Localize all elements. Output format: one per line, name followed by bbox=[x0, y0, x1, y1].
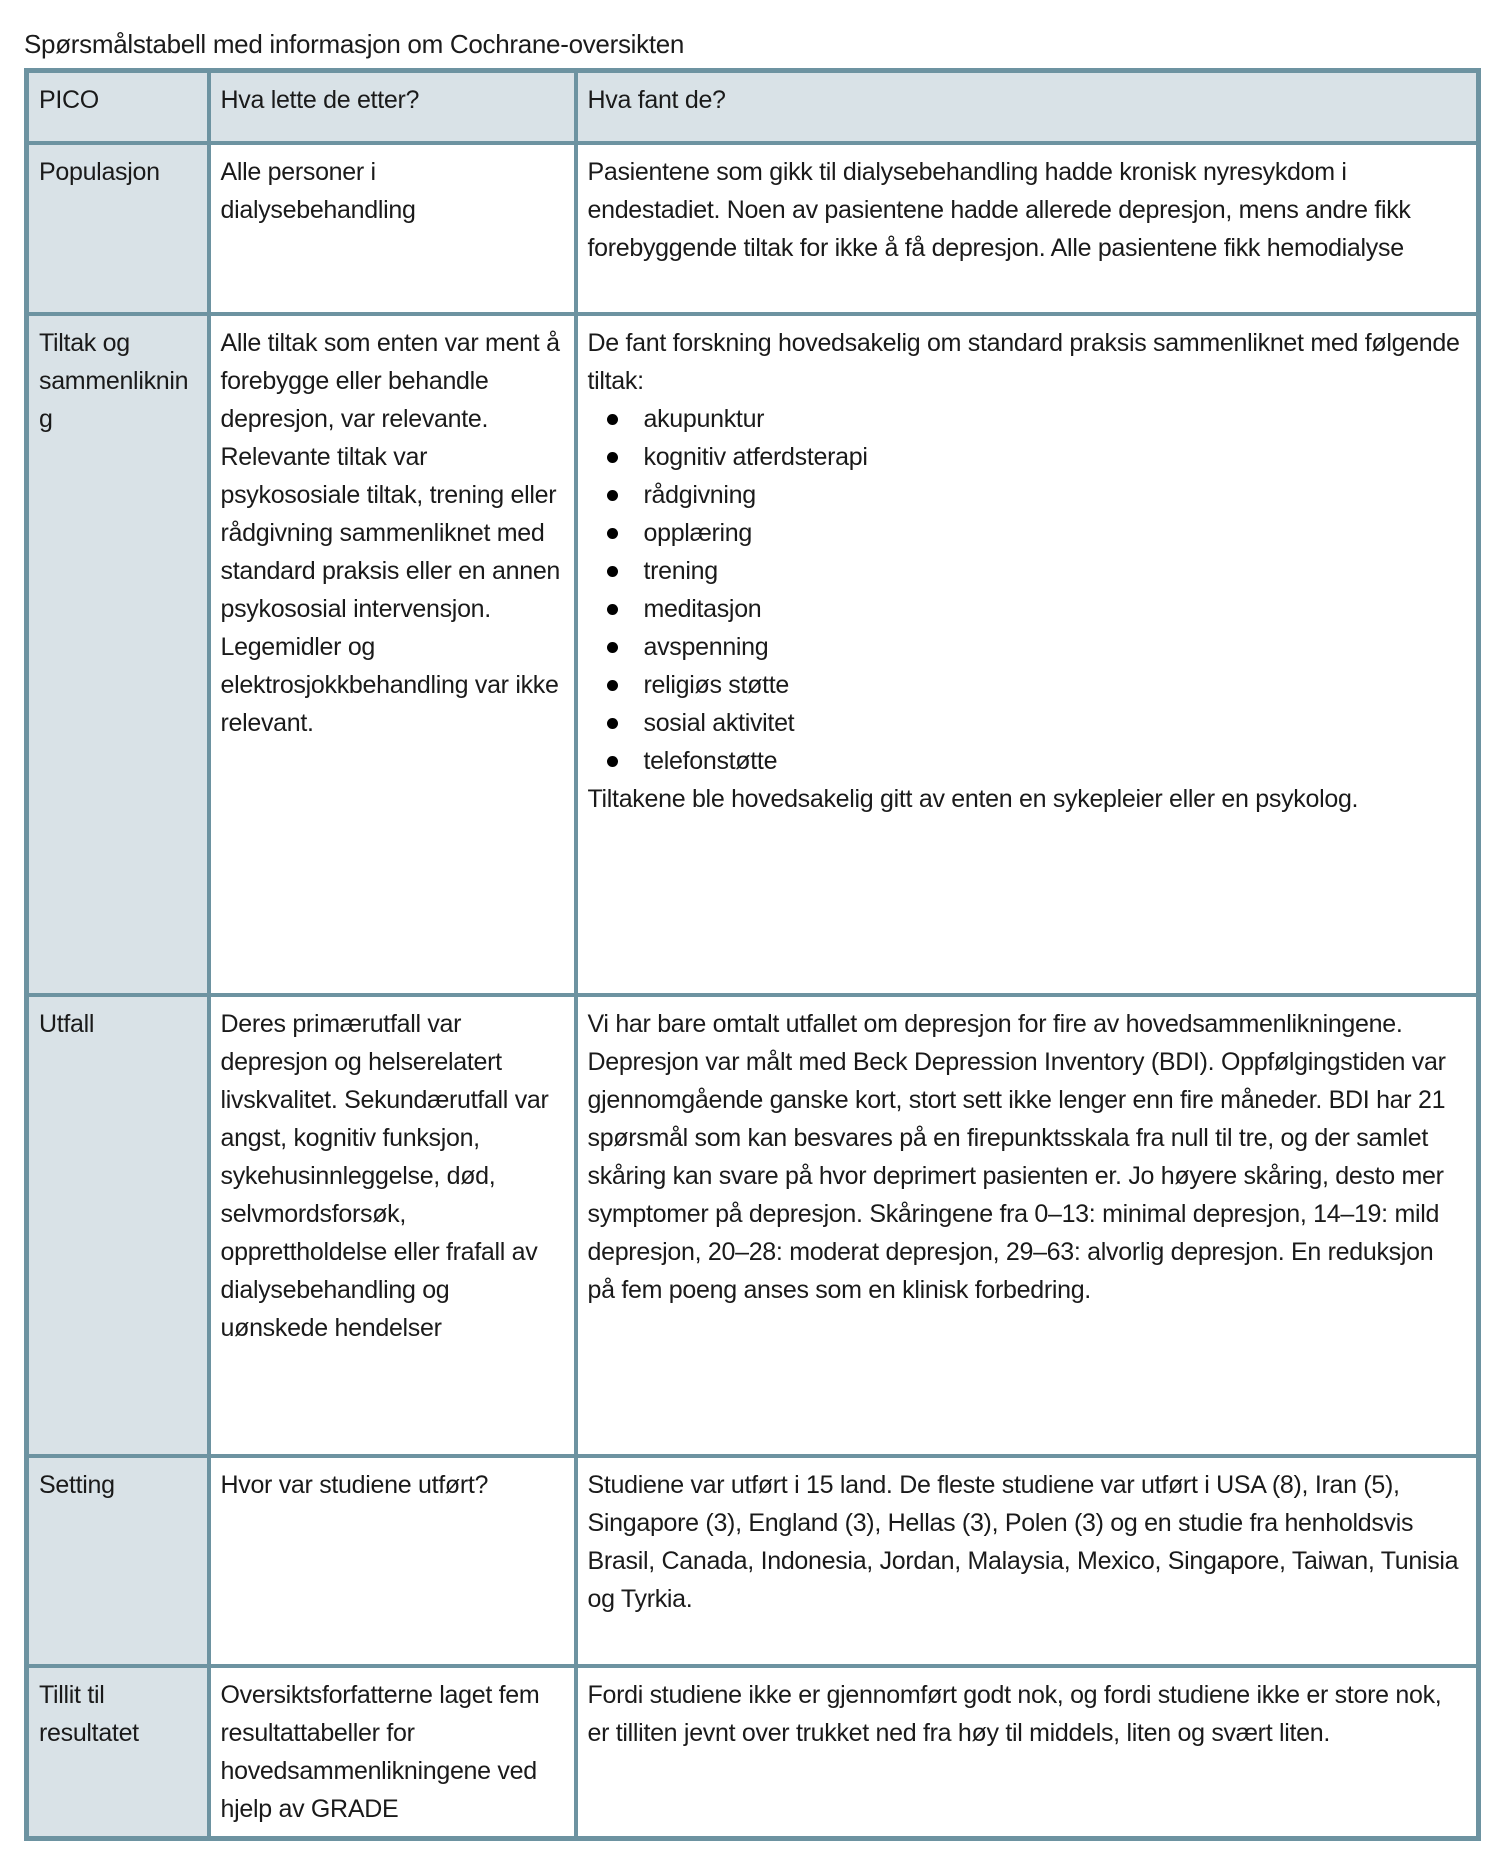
page-title: Spørsmålstabell med informasjon om Cochrane-oversikten bbox=[24, 29, 685, 59]
list-item: rådgivning bbox=[588, 476, 1465, 514]
list-item: avspenning bbox=[588, 628, 1465, 666]
list-item: telefonstøtte bbox=[588, 742, 1465, 780]
list-item: opplæring bbox=[588, 514, 1465, 552]
list-item: meditasjon bbox=[588, 590, 1465, 628]
cell-found bbox=[576, 314, 1479, 995]
row-label: Setting bbox=[27, 1456, 209, 1666]
list-item: religiøs støtte bbox=[588, 666, 1465, 704]
cell-sought: Alle tiltak som enten var ment å forebygge eller behandle depresjon, var relevante. Relevante tiltak var psykososiale tiltak, trening eller rådgivning sammenliknet med standard praksis eller en annen psykososial intervensjon. Legemidler og elektrosjokkbehandling var ikke relevant. bbox=[209, 314, 576, 995]
table-row-tiltak bbox=[27, 314, 1479, 995]
cell-found: Vi har bare omtalt utfallet om depresjon for fire av hovedsammenlikningene. Depresjon var målt med Beck Depression Inventory (BDI). Oppfølgingstiden var gjennomgående ganske kort, stort sett ikke lenger enn fire måneder. BDI har 21 spørsmål som kan besvares på en firepunktsskala fra null til tre, og der samlet skåring kan svare på hvor deprimert pasienten er. Jo høyere skåring, desto mer symptomer på depresjon. Skåringene fra 0–13: minimal depresjon, 14–19: mild depresjon, 20–28: moderat depresjon, 29–63: alvorlig depresjon. En reduksjon på fem poeng anses som en klinisk forbedring. bbox=[576, 995, 1479, 1456]
intervention-list bbox=[588, 400, 1465, 780]
row-label: Tiltak og sammenlikning bbox=[27, 314, 209, 995]
list-item: sosial aktivitet bbox=[588, 704, 1465, 742]
cell-found: Pasientene som gikk til dialysebehandling hadde kronisk nyresykdom i endestadiet. Noen av pasientene hadde allerede depresjon, mens andre fikk forebyggende tiltak for ikke å få depresjon. Alle pasientene fikk hemodialyse bbox=[576, 143, 1479, 314]
header-found: Hva fant de? bbox=[576, 71, 1479, 143]
cell-sought: Hvor var studiene utført? bbox=[209, 1456, 576, 1666]
cell-sought: Alle personer i dialysebehandling bbox=[209, 143, 576, 314]
table-row-tillit bbox=[27, 1666, 1479, 1839]
cell-found: Studiene var utført i 15 land. De fleste studiene var utført i USA (8), Iran (5), Singapore (3), England (3), Hellas (3), Polen (3) og en studie fra henholdsvis Brasil, Canada, Indonesia, Jordan, Malaysia, Mexico, Singapore, Taiwan, Tunisia og Tyrkia. bbox=[576, 1456, 1479, 1666]
header-sought: Hva lette de etter? bbox=[209, 71, 576, 143]
table-row-utfall bbox=[27, 995, 1479, 1456]
pico-table bbox=[24, 68, 1481, 1841]
table-row-setting bbox=[27, 1456, 1479, 1666]
table-header-row bbox=[27, 71, 1479, 143]
row-label: Utfall bbox=[27, 995, 209, 1456]
found-outro: Tiltakene ble hovedsakelig gitt av enten en sykepleier eller en psykolog. bbox=[587, 784, 1359, 813]
header-pico: PICO bbox=[27, 71, 209, 143]
table-row-populasjon bbox=[27, 143, 1479, 314]
list-item: kognitiv atferdsterapi bbox=[588, 438, 1465, 476]
list-item: akupunktur bbox=[588, 400, 1465, 438]
cell-sought: Deres primærutfall var depresjon og helserelatert livskvalitet. Sekundærutfall var angst, kognitiv funksjon, sykehusinnleggelse, død, selvmordsforsøk, opprettholdelse eller frafall av dialysebehandling og uønskede hendelser bbox=[209, 995, 576, 1456]
list-item: trening bbox=[588, 552, 1465, 590]
found-intro: De fant forskning hovedsakelig om standard praksis sammenliknet med følgende tiltak: bbox=[587, 328, 1460, 395]
cell-sought: Oversiktsforfatterne laget fem resultattabeller for hovedsammenlikningene ved hjelp av GRADE bbox=[209, 1666, 576, 1839]
row-label: Populasjon bbox=[27, 143, 209, 314]
row-label: Tillit til resultatet bbox=[27, 1666, 209, 1839]
cell-found: Fordi studiene ikke er gjennomført godt nok, og fordi studiene ikke er store nok, er tilliten jevnt over trukket ned fra høy til middels, liten og svært liten. bbox=[576, 1666, 1479, 1839]
